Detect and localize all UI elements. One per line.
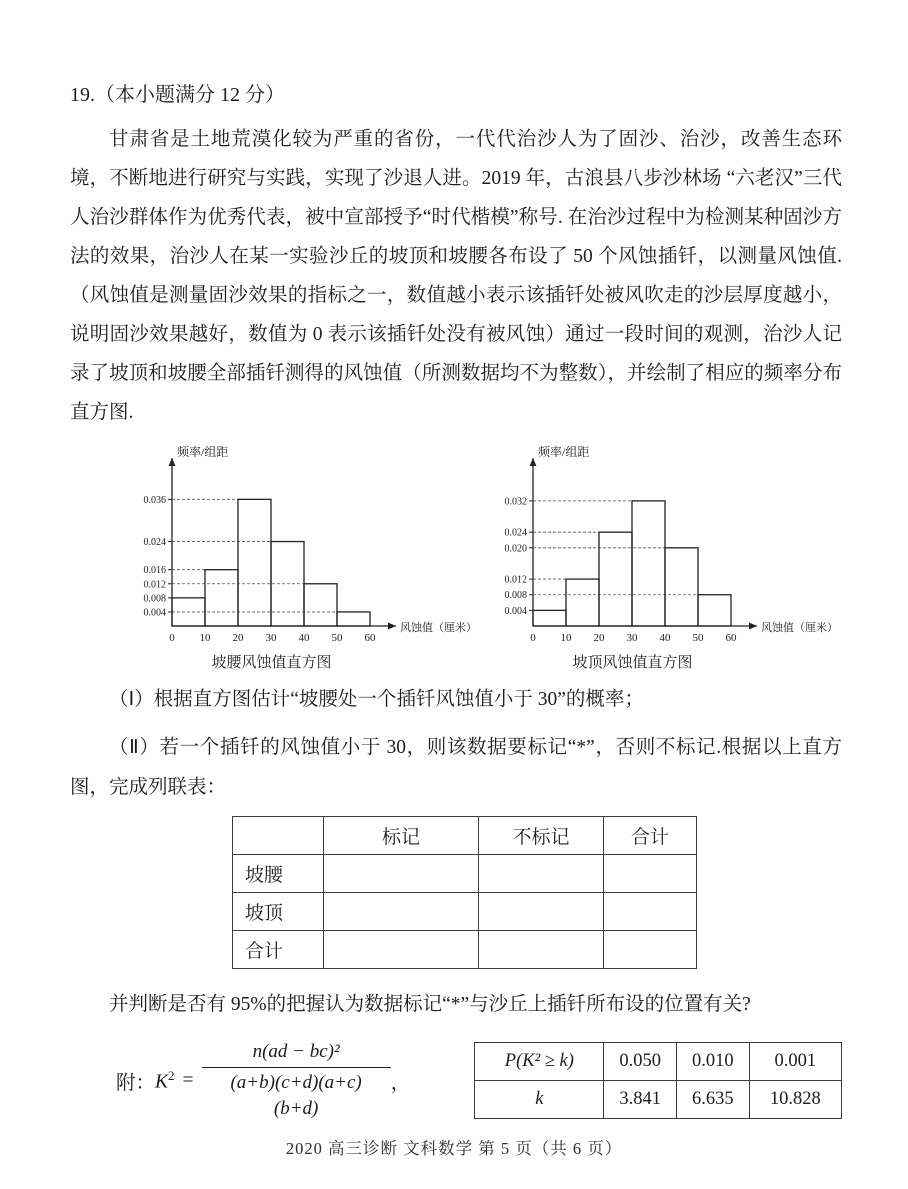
svg-text:20: 20 [232,632,244,644]
slope-waist-histogram-svg [122,444,479,649]
contingency-table [232,816,697,969]
chart-caption-slope-top: 坡顶风蚀值直方图 [572,655,693,671]
svg-text:10: 10 [560,632,572,644]
table-row-slope-waist [233,855,697,893]
svg-text:10: 10 [199,632,211,644]
ct-row-label: 坡顶 [233,893,324,931]
svg-text:50: 50 [331,632,343,644]
kt-p-label: P(K² ≥ k) [475,1043,604,1081]
ct-corner-cell [233,817,324,855]
critical-value-table [474,1042,842,1119]
kt-cell: 0.050 [604,1043,677,1081]
svg-text:0.008: 0.008 [504,590,527,602]
svg-text:0.020: 0.020 [504,543,527,555]
ct-empty-cell [324,855,479,893]
kt-cell: 6.635 [677,1081,750,1119]
judgement-question: 并判断是否有 95%的把握认为数据标记“*”与沙丘上插钎所布设的位置有关? [109,994,751,1015]
histogram-slope-waist [122,444,479,672]
svg-text:0.004: 0.004 [143,607,166,619]
svg-text:30: 30 [626,632,638,644]
histogram-row [122,444,842,672]
histogram-slope-top [483,444,840,672]
chart-caption-slope-waist: 坡腰风蚀值直方图 [211,655,332,671]
question-part-1: （Ⅰ）根据直方图估计“坡腰处一个插钎风蚀值小于 30”的概率； [109,689,644,710]
kt-value-row [475,1081,842,1119]
svg-text:60: 60 [725,632,737,644]
svg-text:0.004: 0.004 [504,605,527,617]
svg-text:50: 50 [692,632,704,644]
kt-cell: 0.010 [677,1043,750,1081]
svg-text:风蚀值（厘米）: 风蚀值（厘米） [761,622,838,634]
question-stem-paragraph: 甘肃省是土地荒漠化较为严重的省份，一代代治沙人为了固沙、治沙，改善生态环境，不断地进行研究与实践，实现了沙退人进。2019 年，古浪县八步沙林场 “六老汉”三代人治沙群体作为优秀代表，被中宣部授予“时代楷模”称号. 在治沙过程中为检测某种固沙方法的效果，治沙人在某一实验沙丘的坡顶和坡腰各布设了 50 个风蚀插钎，以测量风蚀值.（风蚀值是测量固沙效果的指标之一，数值越小表示该插钎处被风吹走的沙层厚度越小，说明固沙效果越好，数值为 0 表示该插钎处没有被风蚀）通过一段时间的观测，治沙人记录了坡顶和坡腰全部插钎测得的风蚀值（所测数据均不为整数），并绘制了相应的频率分布直方图. [70,129,842,423]
page-footer: 2020 高三诊断 文科数学 第 5 页（共 6 页） [285,1139,623,1158]
kt-k-label: k [475,1081,604,1119]
svg-text:0.032: 0.032 [504,496,527,508]
kt-cell: 0.001 [749,1043,841,1081]
table-row-total [233,931,697,969]
svg-text:0.008: 0.008 [143,593,166,605]
svg-text:0.024: 0.024 [504,527,527,539]
formula-prefix: 附： [116,1072,156,1094]
svg-text:0.036: 0.036 [143,494,166,506]
svg-text:20: 20 [593,632,605,644]
ct-empty-cell [479,931,604,969]
svg-text:0.012: 0.012 [143,579,166,591]
ct-header-marked: 标记 [324,817,479,855]
svg-text:40: 40 [298,632,310,644]
question-number: 19.（本小题满分 12 分） [70,84,285,106]
table-header-row [233,817,697,855]
svg-text:0: 0 [169,632,175,644]
ct-empty-cell [324,893,479,931]
svg-text:频率/组距: 频率/组距 [177,445,229,459]
table-row-slope-top [233,893,697,931]
kt-cell: 3.841 [604,1081,677,1119]
svg-text:0.012: 0.012 [504,574,527,586]
svg-text:0.016: 0.016 [143,565,166,577]
ct-empty-cell [604,855,697,893]
fraction-numerator: n(ad − bc)² [252,1041,340,1062]
ct-header-unmarked: 不标记 [479,817,604,855]
svg-text:风蚀值（厘米）: 风蚀值（厘米） [400,622,477,634]
svg-text:频率/组距: 频率/组距 [538,445,590,459]
svg-text:0: 0 [530,632,536,644]
ct-empty-cell [604,931,697,969]
ct-empty-cell [479,855,604,893]
page-content [70,80,842,1122]
formula-fraction [202,1039,391,1122]
fraction-denominator: (a+b)(c+d)(a+c)(b+d) [202,1067,391,1122]
ct-empty-cell [324,931,479,969]
formula-lhs: $K^2$ [155,1067,175,1093]
formula-row [116,1039,842,1122]
ct-empty-cell [479,893,604,931]
ct-row-label: 合计 [233,931,324,969]
slope-top-histogram-svg [483,444,840,649]
svg-text:60: 60 [364,632,376,644]
ct-empty-cell [604,893,697,931]
ct-row-label: 坡腰 [233,855,324,893]
svg-text:0.024: 0.024 [143,537,166,549]
svg-text:30: 30 [265,632,277,644]
svg-text:40: 40 [659,632,671,644]
kt-cell: 10.828 [749,1081,841,1119]
kt-header-row [475,1043,842,1081]
question-part-2: （Ⅱ）若一个插钎的风蚀值小于 30，则该数据要标记“*”，否则不标记.根据以上直方图，完成列联表： [70,737,842,798]
formula-suffix: ， [390,1072,411,1094]
k-squared-formula [116,1039,410,1122]
equals-sign: = [182,1069,194,1091]
ct-header-total: 合计 [604,817,697,855]
